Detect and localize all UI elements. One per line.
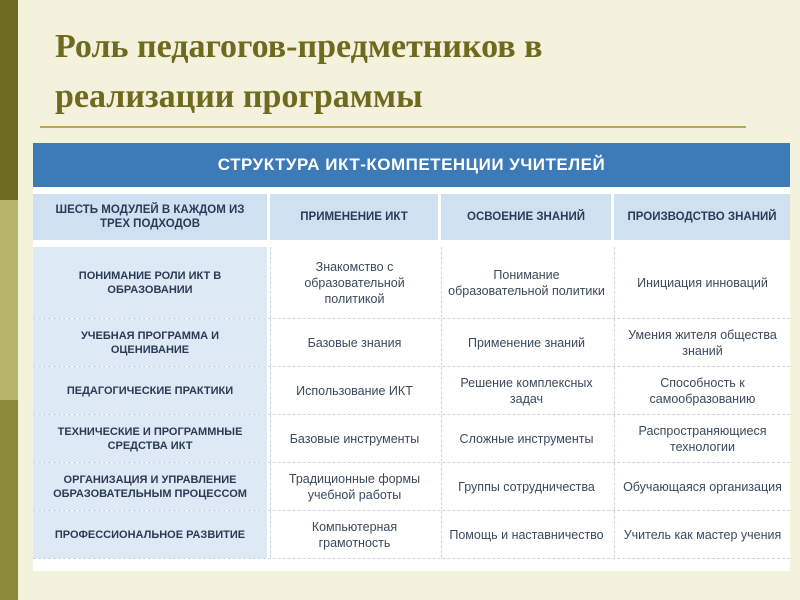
table-cell: Применение знаний — [441, 319, 611, 366]
table-cell: Распространяющиеся технологии — [614, 415, 790, 462]
title-underline — [40, 126, 746, 128]
table-cell: Базовые инструменты — [270, 415, 438, 462]
header-col-ict-application: ПРИМЕНЕНИЕ ИКТ — [270, 194, 438, 240]
header-col-knowledge-acquisition: ОСВОЕНИЕ ЗНАНИЙ — [441, 194, 611, 240]
row-label: ТЕХНИЧЕСКИЕ И ПРОГРАММНЫЕ СРЕДСТВА ИКТ — [33, 415, 267, 462]
table-header-row — [33, 194, 790, 240]
table-cell: Умения жителя общества знаний — [614, 319, 790, 366]
table-row — [33, 415, 790, 463]
table-cell: Традиционные формы учебной работы — [270, 463, 438, 510]
table-heading: СТРУКТУРА ИКТ-КОМПЕТЕНЦИИ УЧИТЕЛЕЙ — [33, 143, 790, 187]
table-cell: Базовые знания — [270, 319, 438, 366]
table-cell: Понимание образовательной политики — [441, 247, 611, 318]
row-label: ПРОФЕССИОНАЛЬНОЕ РАЗВИТИЕ — [33, 511, 267, 558]
table-cell: Обучающаяся организация — [614, 463, 790, 510]
table-body — [33, 247, 790, 559]
row-label: ПОНИМАНИЕ РОЛИ ИКТ В ОБРАЗОВАНИИ — [33, 247, 267, 318]
header-col-knowledge-production: ПРОИЗВОДСТВО ЗНАНИЙ — [614, 194, 790, 240]
table-cell: Помощь и наставничество — [441, 511, 611, 558]
header-corner-cell: ШЕСТЬ МОДУЛЕЙ В КАЖДОМ ИЗ ТРЕХ ПОДХОДОВ — [33, 194, 267, 240]
row-label: УЧЕБНАЯ ПРОГРАММА И ОЦЕНИВАНИЕ — [33, 319, 267, 366]
slide-title — [55, 22, 755, 122]
table-cell: Учитель как мастер учения — [614, 511, 790, 558]
slide-title-line1: Роль педагогов-предметников в — [55, 28, 543, 65]
table-cell: Сложные инструменты — [441, 415, 611, 462]
table-cell: Использование ИКТ — [270, 367, 438, 414]
ict-competency-table — [33, 143, 790, 571]
table-cell: Способность к самообразованию — [614, 367, 790, 414]
table-row — [33, 367, 790, 415]
row-label: ПЕДАГОГИЧЕСКИЕ ПРАКТИКИ — [33, 367, 267, 414]
slide-title-line2: реализации программы — [55, 78, 423, 115]
stripe-segment-light — [0, 200, 18, 400]
table-cell: Группы сотрудничества — [441, 463, 611, 510]
stripe-segment-mid — [0, 400, 18, 600]
row-label: ОРГАНИЗАЦИЯ И УПРАВЛЕНИЕ ОБРАЗОВАТЕЛЬНЫМ ПРОЦЕССОМ — [33, 463, 267, 510]
table-row — [33, 247, 790, 319]
table-cell: Инициация инноваций — [614, 247, 790, 318]
table-cell: Компьютерная грамотность — [270, 511, 438, 558]
stripe-segment-dark — [0, 0, 18, 200]
table-row — [33, 463, 790, 511]
left-decorative-stripe — [0, 0, 18, 600]
table-row — [33, 511, 790, 559]
table-cell: Знакомство с образовательной политикой — [270, 247, 438, 318]
table-row — [33, 319, 790, 367]
table-cell: Решение комплексных задач — [441, 367, 611, 414]
